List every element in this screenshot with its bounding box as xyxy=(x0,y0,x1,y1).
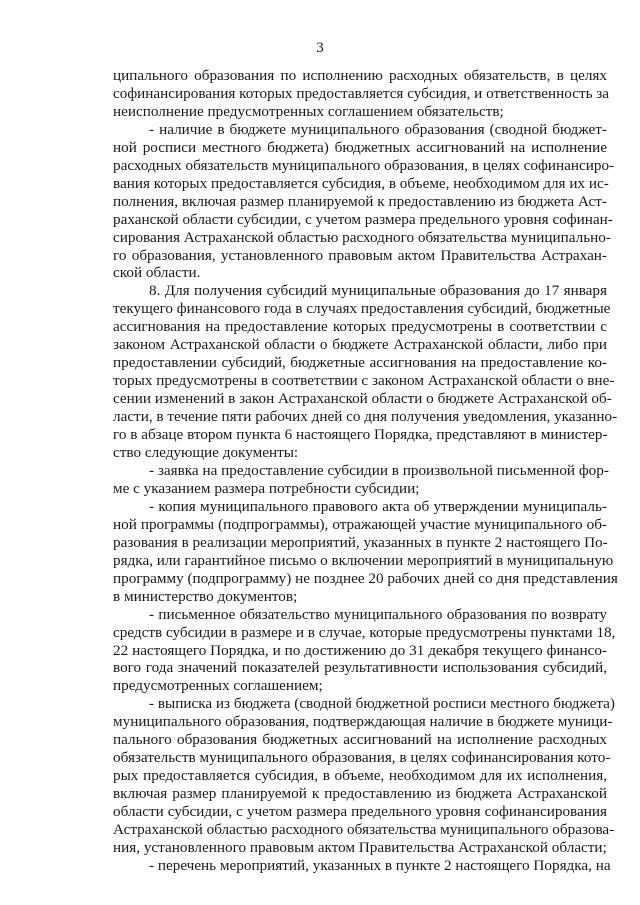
text-line: - копия муниципального правового акта об утверждении муниципаль- xyxy=(149,497,607,515)
text-line: Астраханской областью расходного обязательства муниципального образова- xyxy=(113,821,615,839)
text-line: рых предоставляется субсидия, в объеме, необходимом для их исполнения, xyxy=(113,767,607,785)
text-line: программу (подпрограмму) не позднее 20 рабочих дней со дня представления xyxy=(113,569,618,587)
text-line: предусмотренных соглашением; xyxy=(113,677,323,695)
text-line: обязательств муниципального образования, в целях софинансирования кото- xyxy=(113,749,611,767)
text-line: разования в реализации мероприятий, указанных в пункте 2 настоящего По- xyxy=(113,533,608,551)
text-line: сирования Астраханской областью расходного обязательства муниципально- xyxy=(113,228,611,246)
text-line: го образования, установленного правовым актом Правительства Астрахан- xyxy=(113,246,607,264)
text-line: в министерство документов; xyxy=(113,587,298,605)
text-line: ласти, в течение пяти рабочих дней со дня получения уведомления, указанно- xyxy=(113,408,618,426)
text-line: ной росписи местного бюджета) бюджетных ассигнований на исполнение xyxy=(113,138,607,156)
text-line: муниципального образования, подтверждающая наличие в бюджете муници- xyxy=(113,713,613,731)
text-line: 8. Для получения субсидий муниципальные образования до 17 января xyxy=(149,282,607,300)
text-line: ассигнования на предоставление которых предусмотрены в соответствии с xyxy=(113,318,607,336)
text-line: ния, установленного правовым актом Правительства Астраханской области; xyxy=(113,838,607,856)
text-line: текущего финансового года в случаях предоставления субсидий, бюджетные xyxy=(113,300,611,318)
text-line: софинансирования которых предоставляется субсидия, и ответственность за xyxy=(113,84,610,102)
page-number: 3 xyxy=(316,40,324,56)
text-line: рядка, или гарантийное письмо о включении мероприятий в муниципальную xyxy=(113,551,614,569)
text-line: законом Астраханской области о бюджете Астраханской области, либо при xyxy=(113,336,607,354)
text-line: - выписка из бюджета (сводной бюджетной росписи местного бюджета) xyxy=(149,695,615,713)
text-line: неисполнение предусмотренных соглашением обязательств; xyxy=(113,102,504,120)
text-line: пального образования бюджетных ассигнований на исполнение расходных xyxy=(113,731,607,749)
text-line: включая размер планируемой к предоставлению из бюджета Астраханской xyxy=(113,785,607,803)
text-line: области субсидии, с учетом размера предельного уровня софинансирования xyxy=(113,803,607,821)
text-line: вания которых предоставляется субсидия, в объеме, необходимом для их ис- xyxy=(113,174,609,192)
text-line: средств субсидии в размере и в случае, которые предусмотрены пунктами 18, xyxy=(113,623,616,641)
text-line: го в абзаце втором пункта 6 настоящего Порядка, представляют в министер- xyxy=(113,426,608,444)
text-line: - наличие в бюджете муниципального образования (сводной бюджет- xyxy=(149,120,607,138)
text-line: ство следующие документы: xyxy=(113,444,299,462)
text-line: - перечень мероприятий, указанных в пункте 2 настоящего Порядка, на xyxy=(149,856,611,874)
text-line: ской области. xyxy=(113,264,201,282)
text-line: ме с указанием размера потребности субсидии; xyxy=(113,479,420,497)
text-line: полнения, включая размер планируемой к предоставлению из бюджета Аст- xyxy=(113,192,607,210)
text-line: ной программы (подпрограммы), отражающей участие муниципального об- xyxy=(113,515,607,533)
text-line: вого года значений показателей результативности использования субсидий, xyxy=(113,659,607,677)
text-line: - заявка на предоставление субсидии в произвольной письменной фор- xyxy=(149,461,609,479)
text-line: сении изменений в закон Астраханской области о бюджете Астраханской об- xyxy=(113,390,612,408)
document-body xyxy=(113,67,618,875)
text-line: ципального образования по исполнению расходных обязательств, в целях xyxy=(113,67,607,84)
text-line: раханской области субсидии, с учетом размера предельного уровня софинан- xyxy=(113,210,613,228)
text-line: торых предусмотрены в соответствии с законом Астраханской области о вне- xyxy=(113,372,615,390)
text-line: 22 настоящего Порядка, и по достижению до 31 декабря текущего финансо- xyxy=(113,641,607,659)
text-line: расходных обязательств муниципального образования, в целях софинансиро- xyxy=(113,156,615,174)
text-line: предоставлении субсидий, бюджетные ассигнования на предоставление ко- xyxy=(113,354,607,372)
text-line: - письменное обязательство муниципального образования по возврату xyxy=(149,605,607,623)
